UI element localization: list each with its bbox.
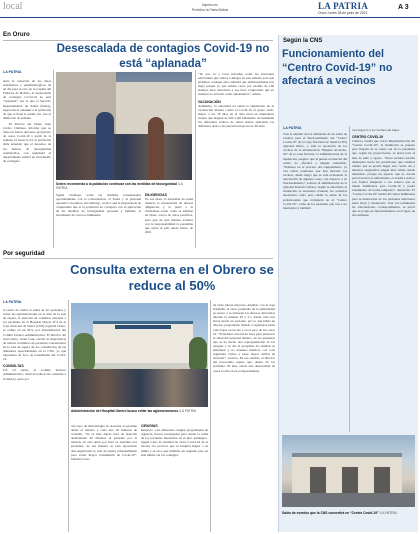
photo2-tree (189, 337, 207, 373)
photo2-sign (115, 325, 171, 329)
header-tagline-2: Periódico la Patria Bolivia (191, 8, 229, 12)
sidebar-col-rule (349, 126, 350, 432)
article1-col2 (56, 193, 141, 245)
photo1-person (148, 117, 164, 180)
article2-subhead-consultas: CONSULTAS (3, 364, 24, 369)
article1-photo-credit: /LA PATRIA (56, 182, 183, 190)
article2-col3-text: Respecto a las diferentes cirugías programadas de urgencia, fueron postergadas para cuidar la salud de los pacientes internados en el piso quirúrgico. Según Cano la cantidad de casos Covid-19 de la tercera ola provocó que el hospital llegue a su límite y se tuvo que habilitar un segundo piso en esta última ola los contagios (141, 428, 208, 457)
article1-headline: Desescalada de contagios Covid-19 no está “aplanada” (56, 43, 270, 70)
article2-col2-text: otro tipo de metodología de atención al paciente desde el médico a cada uno 20 minutos de consulta. “Se ve más dando hora de atención dedicándole 20 minutos al paciente por la tensión, en esto antes por hora se atendían tres pacientes, de esa manera se está reportando descongestionar la sala de espera principalmente para evitar mayor transmisión de Covid-19”, informó Cano. (71, 424, 137, 461)
sidebar-photo-credit: /LA PATRIA (379, 511, 397, 515)
masthead-brand: LA PATRIA (318, 1, 369, 11)
article2-col1 (3, 308, 66, 532)
article1-col1 (3, 79, 51, 243)
article2-photo-credit: /LA PATRIA (179, 409, 197, 413)
article1-col1-text: Ante la variación de los datos estadísticos y epidemiológicos de un día para el otro en la Capital del Folklore de Bolivia, la desescalada de contagios Covid-19 no está “aplanada”, por lo que el Servicio Departamental de Salud (Sedes), espera hacer entender a la población de que te llega la quinta ola, tras el último fin de semana. (3, 79, 51, 120)
photo-sidebar-door (310, 467, 326, 493)
article1-caption-text: Sedes recomienda a la población continuar con las medidas de bioseguridad (56, 182, 177, 186)
article2-kicker-rule (3, 258, 273, 259)
article1-subhead-diligencias: DILIGENCIAS (145, 193, 167, 197)
article1-col3 (145, 193, 193, 245)
photo1-crowd (56, 134, 192, 180)
article1-subhead-vacunacion: VACUNACIÓN (198, 99, 221, 104)
article2-byline: LA PATRIA (3, 300, 22, 304)
article2-subhead-cirugias: CIRUGÍAS (141, 424, 158, 428)
photo-sidebar-door (342, 467, 358, 493)
sidebar-col2 (352, 128, 415, 432)
article2-col4 (213, 303, 275, 532)
article2-caption-text: Administración del Hospital Obrero busca evitar las aglomeraciones (71, 409, 179, 413)
photo1-person (96, 112, 114, 180)
article1-col3-text: En esa línea, la autoridad en salud anunció la instauración de nuevas diligencias y lo pidió a la ciudadanía evitar como se estiman en Oruro acerca de casos positivos, para que de esta manera avanzar con la responsabilidad la pandemia que sobre el país desde marzo de 2021. (145, 197, 193, 234)
article1-col4-text: “Ya nos va a tocar informar todas las funciones adicionales que vamos a delegar en esta semana para que podamos contener esta cantidad que lastimosamente nos llega porque ya que subían casos por encima de 100 siempre hace relevancia y nos hace comprender que ya estamos no tan bien como quisiéramos”, señaló. (198, 72, 274, 97)
article1-col-rule-2 (195, 70, 196, 248)
article1-byline: LA PATRIA (3, 70, 22, 74)
header-dateline: Oruro, lunes 28 de junio de 2021 (318, 11, 368, 15)
article1-photo (56, 72, 192, 180)
article1-photo-caption (56, 182, 192, 190)
sidebar-byline: LA PATRIA (283, 126, 302, 130)
photo-sidebar-street (282, 493, 415, 507)
article1-col4b-text: Asimismo, la autoridad en salud la ampliación de la vacunación masiva contra el Covid-19 al grupo etario mayor a los 18 años en el área rural en municipios rurales que lleguen de 500 a mil habitantes. Actualmente los diferentes centros de salud vienen aplicando las diferentes dosis a las personas mayores de 30 años. (198, 103, 274, 129)
article1-col-rule-1 (53, 70, 54, 248)
article2-col-rule-2 (210, 300, 211, 532)
sidebar-photo (282, 435, 415, 507)
sidebar-col1 (283, 132, 347, 432)
photo2-people (71, 369, 208, 407)
article1-col4 (198, 72, 274, 247)
article2-col1-text: A razón de cuidar la salud de los pacientes y evitar las aglomeraciones en el área de la sala de espera, la atención de consultas externas a los pacientes en el Hospital Obrero Nº4 de la Caja Nacional de Salud (CNS) regional Oruro, se redujo en un 50%, por determinación del Comité Técnico Administrativo. El director del nosocomio, Josué Cano resaltó la importancia de reducir el número de pacientes concentrados en la sala de espera de los consultorios de las diferentes especialidades en la CNS, ya que representa un foco de transmisión del Covid-19. (3, 308, 66, 362)
page-number: A 3 (398, 4, 409, 11)
sidebar-col2b-text: Cábrera, resaltó que con la implementación del “Centro Covid-19”, la institución se prepara para llegada de la cuarta ola de la pandemia que, según las proyecciones, se prevé para el mes de julio y agosto. “Estos recintos estarán destinados hacia las previsiones que estamos viendo que se podría llegar esta cuarta ola y nuestros asegurados tengan más camas donde internarse, porque un aspecto que es crucial para nosotros es enfrentando, el acudir a estas y con formar temprano a los centros que se tienen habilitados para Covid-19 y poder tratamiento de forma temprana”, mencionó. El “Centro Covid-19” tendrá 40 camas habilitadas para la internación de los pacientes infectados entre leves y moderados. Una vez terminadas las adecuaciones correspondientes, se prevé que se ponga en funcionamiento en el lapso de dos semanas. (352, 139, 415, 217)
article2-kicker: Por seguridad (3, 250, 45, 257)
sidebar-caption-text: Salón de eventos que la CNS convertirá en “Centro Covid-19” (282, 511, 379, 515)
article1-kicker: En Oruro (3, 31, 30, 38)
article1-kicker-rule (3, 40, 273, 41)
sidebar-photo-caption (282, 511, 415, 515)
sidebar-kicker: Según la CNS (283, 38, 323, 44)
article2-col-rule-1 (68, 300, 69, 532)
article1-col2-text: Según Challapa, todas las medidas consensuadas oportunamente con la Gobernación, el Sedes y el personal operativo en puntos, sin embargo, recalcó que la importancia de comprender que si la población no coadyuva con la aplicación de las medidas de bioseguridad personal y familiar, el incremento de casos es inminente. (56, 193, 141, 218)
sidebar-headline: Funcionamiento del “Centro Covid-19” no afectará a vecinos (282, 48, 393, 87)
article2-photo-caption (71, 409, 208, 413)
sidebar-subhead: CENTRO COVID-19 (352, 135, 383, 140)
sidebar-col2-text: con respecto a los vecinos del lugar. (352, 128, 400, 132)
article2-headline: Consulta externa en el Obrero se reduce al 50% (70, 262, 274, 293)
article2-col2 (71, 424, 137, 532)
section-label: local (3, 1, 23, 12)
header-tagline-1: Impreso en (202, 3, 218, 7)
sidebar-col1-text: Tras el alquiler de los ambientes de un salón de eventos para el funcionamiento del “Centro Covid-19” de la Caja Nacional de Salud (CNS) regional Oruro, y ante la oposición de los vecinos de la urbanización “Huajara Arrascha-mi” de la zona Noreste, la administración de la institución, aseguró que la puesta en marcha del centro no afectará a ningún ciudadano. “Estamos en el proceso del equipamiento, ya van varias reuniones que han buscado los vecinos, desde luego que se está evaluando la adecuación de algunas cosas, con respecto a su funcionamiento”, sostuvo el administrador de la regional Ronald Cábrera. Según la autoridad, la institución se encuentra tratando los acuerdos necesarios, tanto para cuidar la salud de los profesionales que trabajarán en el “Centro Covid-19”, como de los pacientes que van a ser internados y también (283, 132, 347, 210)
photo-sidebar-door (374, 467, 390, 493)
article1-col1b-text: El director del Sedes, Juan Carlos Challapa, informó que se tiene un franco descenso progresivo de casos Covid-19 a partir de la semana 21 hasta la 24, la población debe entender que el descenso de los índices de bioseguridad establecidos, con seguridad el departamento sufrirá un incremento de contagios. (3, 121, 51, 163)
article2-col1b-text: Por tal razón, el Comité Técnico Administrativo, resolvió reducir las consultas a la mitad y optar por (3, 368, 66, 381)
header-rule (0, 17, 420, 18)
article2-photo (71, 303, 208, 407)
article2-col3 (141, 424, 208, 532)
article2-col4-text: de virus fueron mayores. Además, con la cepa brasileña, el curso promedio de la enfermedad es severo y se destacan los decesos detectados durante la semana 20 y 21, donde cada tres horas moría un paciente, por lo que había un desceso programado fijando a registrarse hasta ocho bajas en un día y en el peor de los casos 16. “Estuvimos este hecho hace para preservar la salud del personal médico, de los pacientes que se ha hecho una reprogramación de las cirugías y se dio la programa los análisis se enfermen y no tenemos médicos con toda seguridad vamos a tener mayor deficit de atención”, sostuvo. En ese sentido, el director del nosocomio espera que, dentro de los próximos 20 días, exista una desescalada de casos Covid-19 en el departamento. (213, 303, 275, 373)
photo2-tree (73, 333, 95, 373)
